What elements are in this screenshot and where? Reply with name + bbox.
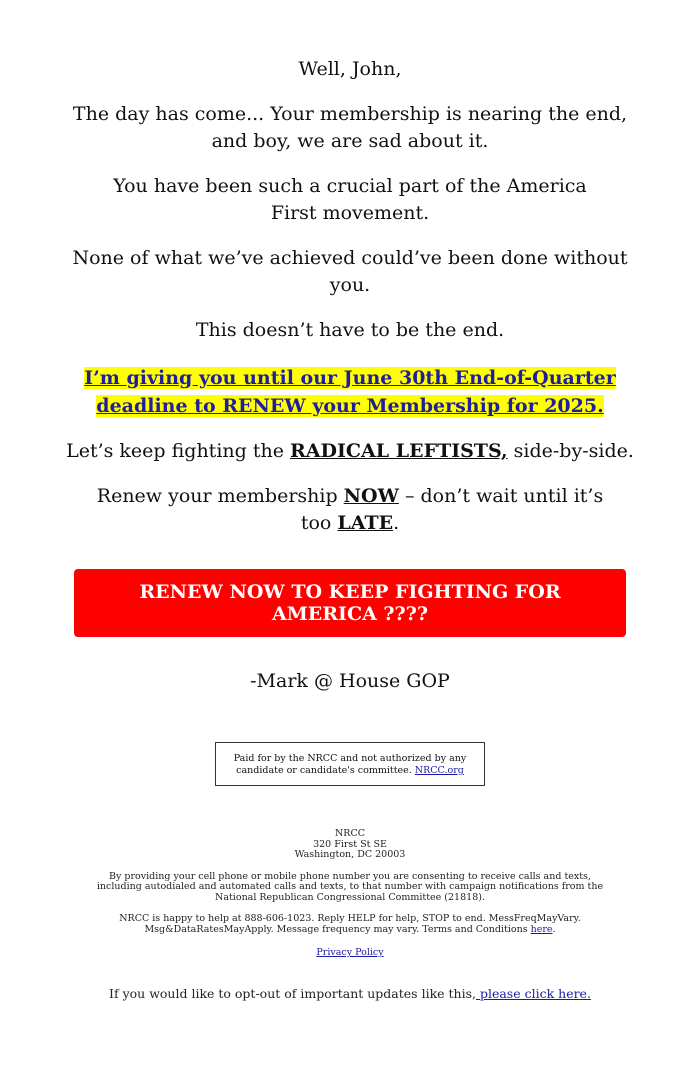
nrcc-org-link[interactable]: NRCC.org (414, 765, 464, 776)
address-street: 320 First St SE (313, 838, 387, 850)
footer-address (0, 829, 700, 861)
now-emphasis: NOW (343, 485, 399, 507)
renew-text-middle: – don’t wait until it’s too (300, 485, 604, 534)
late-emphasis: LATE (337, 512, 394, 534)
fight-text-before: Let’s keep fighting the (66, 440, 290, 462)
paragraph-membership-ending: The day has come... Your membership is nearing the end, and boy, we are sad about it. (72, 103, 628, 152)
address-org: NRCC (334, 828, 365, 839)
optout-link[interactable]: please click here. (475, 985, 591, 1001)
paid-for-text: Paid for by the NRCC and not authorized by any candidate or candidate's committee. (233, 753, 467, 776)
help-text-block (115, 914, 585, 935)
renew-text-before: Renew your membership (96, 485, 344, 507)
paid-for-disclaimer (215, 742, 485, 786)
help-text: NRCC is happy to help at 888-606-1023. Reply HELP for help, STOP to end. MessFreqMayVary. Msg&DataRatesMayApply. Message frequency may vary. Terms and Conditions (119, 913, 581, 935)
fight-text-after: side-by-side. (507, 440, 634, 462)
terms-here-link[interactable]: here (530, 923, 553, 935)
paragraph-crucial-part: You have been such a crucial part of the America First movement. (113, 175, 587, 224)
privacy-block (0, 948, 700, 959)
help-text-end: . (552, 923, 556, 935)
privacy-policy-link[interactable]: Privacy Policy (316, 947, 384, 958)
cta-container (74, 569, 626, 637)
optout-text: If you would like to opt-out of important updates like this, (109, 985, 476, 1001)
signature: -Mark @ House GOP (250, 670, 450, 692)
renew-deadline-link[interactable]: I’m giving you until our June 30th End-of-Quarter deadline to RENEW your Membership for 2025. (84, 367, 616, 417)
paragraph-keep-fighting (0, 438, 700, 465)
renew-now-button[interactable]: RENEW NOW TO KEEP FIGHTING FOR AMERICA ???? (74, 569, 626, 637)
address-city: Washington, DC 20003 (294, 849, 406, 860)
renew-text-end: . (393, 512, 400, 534)
paragraph-renew-now (0, 483, 700, 537)
radical-leftists-emphasis: RADICAL LEFTISTS, (290, 440, 508, 462)
renew-deadline-block (0, 364, 700, 420)
paragraph-not-the-end: This doesn’t have to be the end. (195, 319, 505, 341)
paragraph-achieved: None of what we’ve achieved could’ve been done without you. (72, 247, 628, 296)
consent-text: By providing your cell phone or mobile phone number you are consenting to receive calls and texts, including autodialed and automated calls and texts, to that number with campaign notifications from the National Republican Congressional Committee (21818). (96, 870, 604, 903)
greeting: Well, John, (298, 58, 402, 80)
optout-block (0, 986, 700, 1001)
